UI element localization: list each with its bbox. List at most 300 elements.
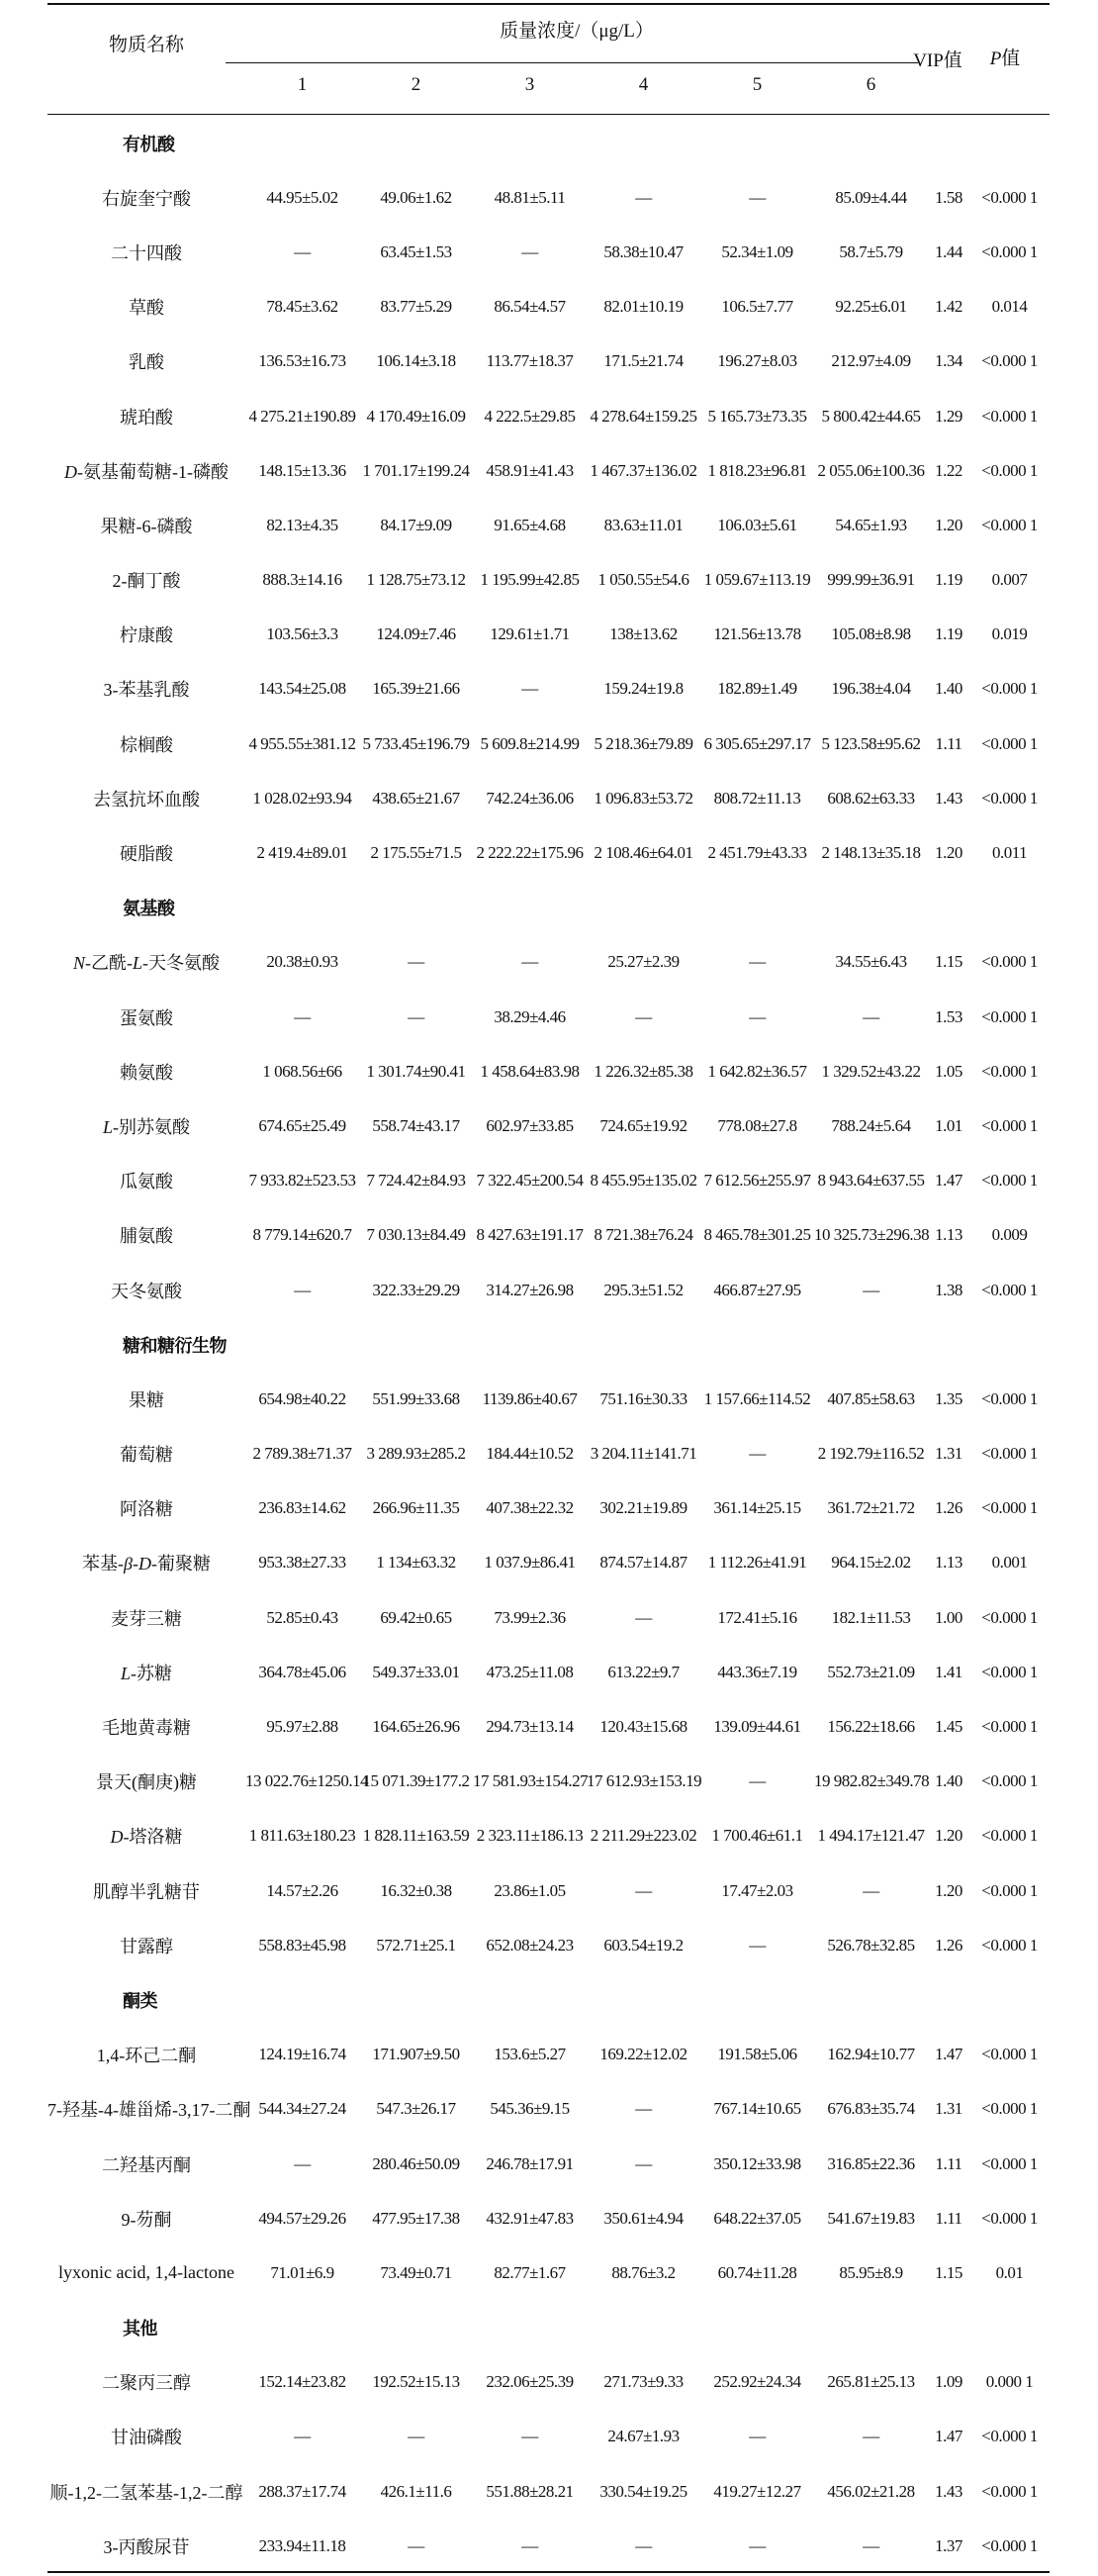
concentration-cell: 48.81±5.11: [494, 187, 566, 207]
concentration-cell: —: [294, 1280, 311, 1299]
vip-cell: 1.35: [935, 1388, 962, 1408]
concentration-cell: 350.61±4.94: [603, 2208, 684, 2228]
concentration-cell: 20.38±0.93: [266, 952, 338, 972]
concentration-cell: 54.65±1.93: [835, 515, 907, 534]
header-substance-name: 物质名称: [108, 35, 184, 55]
p-value-cell: 0.009: [991, 1225, 1028, 1245]
concentration-cell: 124.09±7.46: [376, 624, 456, 644]
concentration-cell: 456.02±21.28: [827, 2481, 915, 2501]
concentration-cell: 162.94±10.77: [827, 2045, 915, 2064]
concentration-cell: 113.77±18.37: [486, 351, 574, 371]
substance-name: 景天(酮庚)糖: [96, 1772, 197, 1793]
concentration-cell: 778.08±27.8: [717, 1115, 797, 1135]
concentration-cell: 8 427.63±191.17: [476, 1225, 584, 1245]
concentration-cell: 191.58±5.06: [717, 2045, 797, 2064]
concentration-cell: 196.38±4.04: [831, 679, 911, 699]
concentration-cell: 888.3±14.16: [262, 570, 342, 590]
concentration-cell: 1 059.67±113.19: [703, 570, 811, 590]
substance-name: 乳酸: [129, 352, 164, 373]
concentration-cell: 2 419.4±89.01: [256, 843, 348, 863]
concentration-cell: 494.57±29.26: [258, 2208, 346, 2228]
concentration-cell: —: [749, 1444, 766, 1464]
concentration-cell: 874.57±14.87: [599, 1553, 687, 1573]
concentration-cell: 999.99±36.91: [827, 570, 915, 590]
vip-cell: 1.45: [935, 1717, 962, 1737]
concentration-cell: 78.45±3.62: [266, 297, 338, 317]
table-row: [47, 170, 1050, 225]
concentration-cell: 120.43±15.68: [599, 1717, 687, 1737]
concentration-cell: 1 068.56±66: [262, 1061, 342, 1081]
concentration-cell: —: [863, 1280, 879, 1299]
concentration-cell: —: [635, 1607, 652, 1627]
substance-name: D-氨基葡萄糖-1-磷酸: [64, 461, 229, 482]
substance-name: 阿洛糖: [120, 1499, 173, 1520]
concentration-cell: 602.97±33.85: [486, 1115, 574, 1135]
p-value-cell: <0.000 1: [981, 2208, 1038, 2228]
header-p-value: [970, 44, 1040, 70]
substance-name: N-乙酰-L-天冬氨酸: [72, 953, 221, 974]
concentration-cell: 552.73±21.09: [827, 1662, 915, 1681]
table-row: [47, 1590, 1050, 1645]
concentration-cell: 788.24±5.64: [831, 1115, 911, 1135]
concentration-cell: 294.73±13.14: [486, 1717, 574, 1737]
p-value-cell: 0.001: [991, 1553, 1028, 1573]
concentration-cell: 23.86±1.05: [494, 1880, 566, 1900]
concentration-cell: 7 612.56±255.97: [703, 1171, 811, 1191]
concentration-cell: 88.76±3.2: [611, 2262, 676, 2282]
vip-cell: 1.34: [935, 351, 962, 371]
bottom-rule: [47, 2571, 1050, 2573]
p-value-cell: <0.000 1: [981, 1006, 1038, 1026]
concentration-cell: 466.87±27.95: [713, 1280, 801, 1299]
substance-name: 果糖: [129, 1389, 164, 1410]
vip-cell: 1.20: [935, 1826, 962, 1846]
concentration-cell: 5 609.8±214.99: [480, 733, 580, 753]
concentration-cell: —: [294, 241, 311, 261]
metabolite-table: [47, 116, 1050, 2573]
concentration-cell: 7 030.13±84.49: [366, 1225, 466, 1245]
concentration-cell: 302.21±19.89: [599, 1498, 687, 1518]
vip-cell: 1.47: [935, 2045, 962, 2064]
section-title: 有机酸: [123, 134, 175, 154]
section-header-row: [47, 1317, 1050, 1372]
concentration-cell: 547.3±26.17: [376, 2099, 456, 2119]
concentration-cell: 541.67±19.83: [827, 2208, 915, 2228]
concentration-cell: 551.88±28.21: [486, 2481, 574, 2501]
table-row: [47, 1208, 1050, 1263]
table-row: [47, 2464, 1050, 2519]
concentration-cell: 4 278.64±159.25: [590, 406, 697, 426]
section-title: 糖和糖衍生物: [123, 1335, 227, 1356]
header-sub-rule: [226, 62, 918, 63]
concentration-cell: 17 581.93±154.27: [473, 1771, 589, 1791]
concentration-cell: 549.37±33.01: [372, 1662, 460, 1681]
concentration-cell: 15 071.39±177.2: [362, 1771, 470, 1791]
concentration-cell: 648.22±37.05: [713, 2208, 801, 2228]
substance-name: 葡萄糖: [120, 1445, 173, 1466]
concentration-cell: 2 175.55±71.5: [370, 843, 462, 863]
concentration-cell: 767.14±10.65: [713, 2099, 801, 2119]
concentration-cell: 8 721.38±76.24: [594, 1225, 693, 1245]
concentration-cell: —: [635, 1006, 652, 1026]
vip-cell: 1.20: [935, 515, 962, 534]
table-row: [47, 1918, 1050, 1972]
concentration-cell: 1 157.66±114.52: [703, 1388, 811, 1408]
concentration-cell: 608.62±63.33: [827, 788, 915, 808]
concentration-cell: 1 301.74±90.41: [366, 1061, 466, 1081]
p-value-cell: <0.000 1: [981, 1771, 1038, 1791]
substance-name: 蛋氨酸: [120, 1007, 173, 1028]
concentration-cell: —: [749, 2535, 766, 2555]
vip-cell: 1.01: [935, 1115, 962, 1135]
p-value-cell: <0.000 1: [981, 1880, 1038, 1900]
vip-cell: 1.11: [935, 733, 962, 753]
substance-name: 甘油磷酸: [111, 2428, 182, 2448]
concentration-cell: 121.56±13.78: [713, 624, 801, 644]
concentration-cell: 473.25±11.08: [486, 1662, 574, 1681]
concentration-cell: 92.25±6.01: [835, 297, 907, 317]
p-value-cell: <0.000 1: [981, 2535, 1038, 2555]
concentration-cell: 172.41±5.16: [717, 1607, 797, 1627]
concentration-cell: 8 943.64±637.55: [817, 1171, 925, 1191]
p-value-cell: 0.014: [991, 297, 1028, 317]
table-row: [47, 2519, 1050, 2573]
p-value-cell: <0.000 1: [981, 1061, 1038, 1081]
concentration-cell: 544.34±27.24: [258, 2099, 346, 2119]
table-row: [47, 389, 1050, 443]
table-row: [47, 2137, 1050, 2191]
concentration-cell: 252.92±24.34: [713, 2372, 801, 2392]
concentration-cell: 3 204.11±141.71: [590, 1444, 697, 1464]
concentration-cell: 1 112.26±41.91: [707, 1553, 807, 1573]
substance-name: 肌醇半乳糖苷: [93, 1881, 200, 1902]
substance-name: 二十四酸: [111, 242, 182, 263]
p-value-cell: <0.000 1: [981, 788, 1038, 808]
substance-name: 甘露醇: [120, 1936, 173, 1956]
substance-name: 3-苯基乳酸: [103, 680, 190, 701]
concentration-cell: 1 329.52±43.22: [821, 1061, 921, 1081]
vip-cell: 1.09: [935, 2372, 962, 2392]
concentration-cell: 1 195.99±42.85: [480, 570, 580, 590]
concentration-cell: 82.77±1.67: [494, 2262, 566, 2282]
substance-name: 麦芽三糖: [111, 1608, 182, 1629]
concentration-cell: 52.85±0.43: [266, 1607, 338, 1627]
header-col-3: 3: [524, 74, 535, 95]
concentration-cell: 1 458.64±83.98: [480, 1061, 580, 1081]
concentration-cell: 1 226.32±85.38: [594, 1061, 693, 1081]
substance-name: 9-芴酮: [121, 2209, 172, 2230]
concentration-cell: 73.49±0.71: [380, 2262, 452, 2282]
concentration-cell: 232.06±25.39: [486, 2372, 574, 2392]
concentration-cell: 419.27±12.27: [713, 2481, 801, 2501]
header-concentration: 质量浓度/（μg/L）: [500, 21, 654, 42]
concentration-cell: 1 811.63±180.23: [248, 1826, 356, 1846]
concentration-cell: 458.91±41.43: [486, 460, 574, 480]
vip-cell: 1.29: [935, 406, 962, 426]
concentration-cell: 16.32±0.38: [380, 1880, 452, 1900]
p-value-cell: <0.000 1: [981, 679, 1038, 699]
concentration-cell: 91.65±4.68: [494, 515, 566, 534]
vip-cell: 1.40: [935, 679, 962, 699]
concentration-cell: 4 275.21±190.89: [248, 406, 356, 426]
concentration-cell: 558.83±45.98: [258, 1935, 346, 1955]
concentration-cell: 322.33±29.29: [372, 1280, 460, 1299]
concentration-cell: 1 642.82±36.57: [707, 1061, 807, 1081]
p-value-cell: <0.000 1: [981, 952, 1038, 972]
concentration-cell: 953.38±27.33: [258, 1553, 346, 1573]
vip-cell: 1.19: [935, 570, 962, 590]
concentration-cell: 236.83±14.62: [258, 1498, 346, 1518]
table-row: [47, 2245, 1050, 2300]
table-row: [47, 771, 1050, 825]
substance-name: L-苏糖: [120, 1663, 172, 1683]
concentration-cell: 8 455.95±135.02: [590, 1171, 697, 1191]
vip-cell: 1.40: [935, 1771, 962, 1791]
p-value-cell: <0.000 1: [981, 1171, 1038, 1191]
concentration-cell: 808.72±11.13: [713, 788, 801, 808]
concentration-cell: —: [521, 241, 538, 261]
substance-name: 顺-1,2-二氢苯基-1,2-二醇: [49, 2482, 243, 2503]
header-col-1: 1: [297, 74, 308, 95]
p-value-cell: <0.000 1: [981, 2099, 1038, 2119]
vip-cell: 1.42: [935, 297, 962, 317]
p-value-cell: <0.000 1: [981, 1935, 1038, 1955]
concentration-cell: 5 123.58±95.62: [821, 733, 921, 753]
concentration-cell: 2 108.46±64.01: [594, 843, 693, 863]
concentration-cell: 4 170.49±16.09: [366, 406, 466, 426]
table-row: [47, 2355, 1050, 2410]
concentration-cell: 212.97±4.09: [831, 351, 911, 371]
concentration-cell: 964.15±2.02: [831, 1553, 911, 1573]
substance-name: 果糖-6-磷酸: [100, 516, 193, 536]
concentration-cell: 246.78±17.91: [486, 2153, 574, 2173]
vip-cell: 1.11: [935, 2208, 962, 2228]
concentration-cell: —: [635, 2153, 652, 2173]
concentration-cell: —: [294, 2427, 311, 2446]
table-body: [47, 116, 1050, 2573]
table-row: [47, 662, 1050, 716]
concentration-cell: —: [521, 952, 538, 972]
concentration-cell: 153.6±5.27: [494, 2045, 566, 2064]
concentration-cell: 83.63±11.01: [603, 515, 684, 534]
concentration-cell: 49.06±1.62: [380, 187, 452, 207]
table-row: [47, 608, 1050, 662]
concentration-cell: 58.38±10.47: [603, 241, 684, 261]
vip-cell: 1.15: [935, 952, 962, 972]
p-value-cell: <0.000 1: [981, 2045, 1038, 2064]
vip-cell: 1.11: [935, 2153, 962, 2173]
table-row: [47, 553, 1050, 608]
concentration-cell: 1139.86±40.67: [482, 1388, 578, 1408]
concentration-cell: —: [408, 2535, 424, 2555]
table-row: [47, 1809, 1050, 1863]
concentration-cell: 85.09±4.44: [835, 187, 907, 207]
table-row: [47, 1481, 1050, 1536]
concentration-cell: —: [863, 1880, 879, 1900]
table-row: [47, 716, 1050, 771]
concentration-cell: —: [749, 952, 766, 972]
concentration-cell: 129.61±1.71: [490, 624, 570, 644]
concentration-cell: 85.95±8.9: [839, 2262, 903, 2282]
top-rule: [47, 3, 1050, 5]
concentration-cell: —: [749, 2427, 766, 2446]
table-row: [47, 1699, 1050, 1754]
concentration-cell: —: [749, 1771, 766, 1791]
vip-cell: 1.20: [935, 843, 962, 863]
p-value-cell: <0.000 1: [981, 351, 1038, 371]
concentration-cell: 526.78±32.85: [827, 1935, 915, 1955]
concentration-cell: 295.3±51.52: [603, 1280, 684, 1299]
table-row: [47, 990, 1050, 1044]
concentration-cell: 38.29±4.46: [494, 1006, 566, 1026]
concentration-cell: 361.14±25.15: [713, 1498, 801, 1518]
concentration-cell: 233.94±11.18: [258, 2535, 346, 2555]
concentration-cell: 724.65±19.92: [599, 1115, 687, 1135]
header-p-label: P值: [989, 48, 1021, 69]
concentration-cell: 105.08±8.98: [831, 624, 911, 644]
concentration-cell: 196.27±8.03: [717, 351, 797, 371]
p-value-cell: <0.000 1: [981, 515, 1038, 534]
concentration-cell: 477.95±17.38: [372, 2208, 460, 2228]
p-value-cell: <0.000 1: [981, 1498, 1038, 1518]
concentration-cell: —: [408, 952, 424, 972]
concentration-cell: 10 325.73±296.38: [814, 1225, 930, 1245]
vip-cell: 1.38: [935, 1280, 962, 1299]
p-value-cell: <0.000 1: [981, 1717, 1038, 1737]
p-value-cell: <0.000 1: [981, 1444, 1038, 1464]
table-row: [47, 1645, 1050, 1699]
table-row: [47, 1372, 1050, 1426]
substance-name: 瓜氨酸: [120, 1172, 173, 1193]
concentration-cell: 288.37±17.74: [258, 2481, 346, 2501]
header-col-6: 6: [866, 74, 876, 95]
concentration-cell: 82.01±10.19: [603, 297, 684, 317]
concentration-cell: 361.72±21.72: [827, 1498, 915, 1518]
table-row: [47, 2191, 1050, 2245]
concentration-cell: —: [635, 2535, 652, 2555]
p-value-cell: 0.011: [991, 843, 1028, 863]
substance-name: lyxonic acid, 1,4-lactone: [58, 2262, 234, 2283]
concentration-cell: —: [749, 1006, 766, 1026]
concentration-cell: 8 465.78±301.25: [703, 1225, 811, 1245]
concentration-cell: 192.52±15.13: [372, 2372, 460, 2392]
concentration-cell: 4 222.5±29.85: [484, 406, 576, 426]
p-value-cell: <0.000 1: [981, 2427, 1038, 2446]
vip-cell: 1.22: [935, 460, 962, 480]
concentration-cell: 1 050.55±54.6: [597, 570, 689, 590]
vip-cell: 1.43: [935, 788, 962, 808]
concentration-cell: 82.13±4.35: [266, 515, 338, 534]
vip-cell: 1.20: [935, 1880, 962, 1900]
concentration-cell: 5 218.36±79.89: [594, 733, 693, 753]
substance-name: 天冬氨酸: [111, 1281, 182, 1301]
table-row: [47, 1755, 1050, 1809]
concentration-cell: 7 933.82±523.53: [248, 1171, 356, 1191]
vip-cell: 1.53: [935, 1006, 962, 1026]
p-value-cell: <0.000 1: [981, 241, 1038, 261]
p-value-cell: 0.007: [991, 570, 1028, 590]
p-value-cell: 0.01: [995, 2262, 1024, 2282]
table-row: [47, 1154, 1050, 1208]
concentration-cell: —: [294, 2153, 311, 2173]
substance-name: 草酸: [129, 298, 164, 319]
table-row: [47, 1536, 1050, 1590]
concentration-cell: 58.7±5.79: [839, 241, 903, 261]
concentration-cell: —: [635, 2099, 652, 2119]
concentration-cell: 654.98±40.22: [258, 1388, 346, 1408]
concentration-cell: 3 289.93±285.2: [366, 1444, 466, 1464]
concentration-cell: 438.65±21.67: [372, 788, 460, 808]
p-value-cell: <0.000 1: [981, 1607, 1038, 1627]
concentration-cell: —: [521, 2427, 538, 2446]
concentration-cell: 266.96±11.35: [372, 1498, 460, 1518]
table-row: [47, 2410, 1050, 2464]
table-row: [47, 498, 1050, 552]
table-row: [47, 1863, 1050, 1918]
p-value-cell: 0.000 1: [985, 2372, 1034, 2392]
substance-name: 7-羟基-4-雄甾烯-3,17-二酮: [47, 2100, 251, 2121]
p-value-cell: 0.019: [991, 624, 1028, 644]
concentration-cell: 34.55±6.43: [835, 952, 907, 972]
concentration-cell: —: [521, 679, 538, 699]
concentration-cell: —: [408, 1006, 424, 1026]
concentration-cell: 86.54±4.57: [494, 297, 566, 317]
substance-name: 脯氨酸: [120, 1226, 173, 1247]
substance-name: 毛地黄毒糖: [102, 1718, 191, 1739]
concentration-cell: 652.08±24.23: [486, 1935, 574, 1955]
concentration-cell: 751.16±30.33: [599, 1388, 687, 1408]
concentration-cell: 84.17±9.09: [380, 515, 452, 534]
concentration-cell: 2 211.29±223.02: [590, 1826, 697, 1846]
vip-cell: 1.41: [935, 1662, 962, 1681]
concentration-cell: 5 733.45±196.79: [362, 733, 470, 753]
concentration-cell: 330.54±19.25: [599, 2481, 687, 2501]
concentration-cell: 17 612.93±153.19: [587, 1771, 702, 1791]
p-value-cell: <0.000 1: [981, 1388, 1038, 1408]
concentration-cell: 426.1±11.6: [380, 2481, 452, 2501]
header-vip: VIP值: [913, 50, 962, 71]
concentration-cell: 103.56±3.3: [266, 624, 338, 644]
table-row: [47, 2028, 1050, 2082]
p-value-cell: <0.000 1: [981, 460, 1038, 480]
vip-cell: 1.31: [935, 1444, 962, 1464]
concentration-cell: 551.99±33.68: [372, 1388, 460, 1408]
substance-name: 2-酮丁酸: [112, 571, 181, 592]
concentration-cell: 24.67±1.93: [607, 2427, 680, 2446]
concentration-cell: 156.22±18.66: [827, 1717, 915, 1737]
substance-name: 去氢抗坏血酸: [93, 789, 200, 810]
concentration-cell: 1 096.83±53.72: [594, 788, 693, 808]
vip-cell: 1.15: [935, 2262, 962, 2282]
p-value-cell: <0.000 1: [981, 1662, 1038, 1681]
table-row: [47, 280, 1050, 334]
substance-name: 二羟基丙酮: [102, 2154, 191, 2175]
substance-name: 3-丙酸尿苷: [103, 2536, 190, 2557]
concentration-cell: 60.74±11.28: [717, 2262, 797, 2282]
concentration-cell: 7 322.45±200.54: [476, 1171, 584, 1191]
concentration-cell: —: [408, 2427, 424, 2446]
concentration-cell: 139.09±44.61: [713, 1717, 801, 1737]
substance-name: 硬脂酸: [120, 844, 173, 865]
concentration-cell: 603.54±19.2: [603, 1935, 684, 1955]
concentration-cell: 69.42±0.65: [380, 1607, 452, 1627]
substance-name: 右旋奎宁酸: [102, 188, 191, 209]
p-value-cell: <0.000 1: [981, 2153, 1038, 2173]
substance-name: 二聚丙三醇: [102, 2373, 191, 2394]
p-value-cell: <0.000 1: [981, 187, 1038, 207]
concentration-cell: —: [749, 1935, 766, 1955]
concentration-cell: 280.46±50.09: [372, 2153, 460, 2173]
